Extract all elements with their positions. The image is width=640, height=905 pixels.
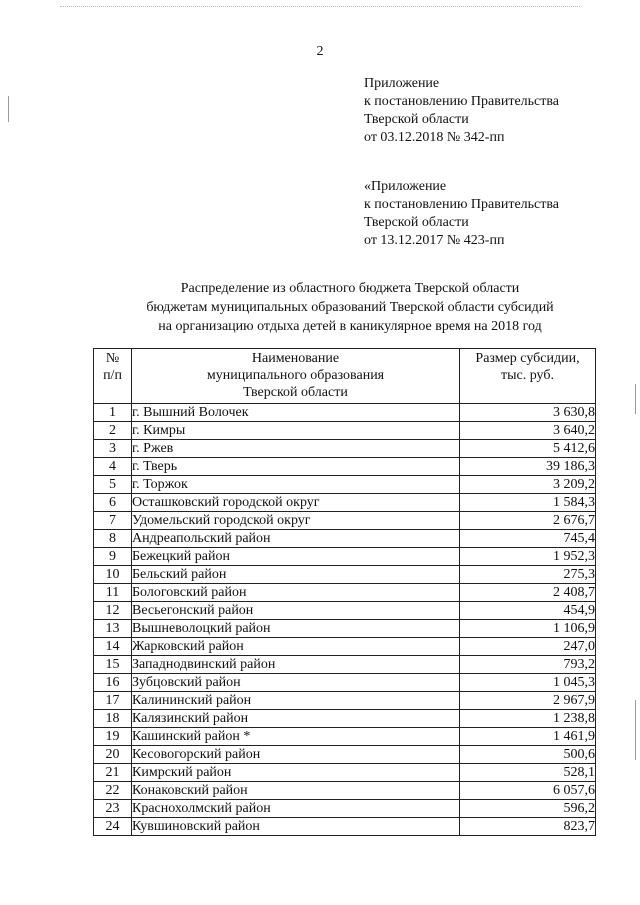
table-row [94,800,596,818]
municipality-name: Калязинский район [132,710,460,728]
appendix-line: Приложение [364,76,440,91]
table-row [94,422,596,440]
table-row [94,404,596,422]
row-number: 13 [94,620,132,638]
table-row [94,782,596,800]
municipality-name: Осташковский городской округ [132,494,460,512]
appendix-line: к постановлению Правительства [364,94,560,109]
appendix-line: от 13.12.2017 № 423-пп [364,233,505,248]
municipality-name: Вышневолоцкий район [132,620,460,638]
municipality-name: Кимрский район [132,764,460,782]
row-number: 12 [94,602,132,620]
appendix-previous-block [364,178,559,250]
row-number: 18 [94,710,132,728]
subsidy-amount: 247,0 [460,638,596,656]
municipality-name: Конаковский район [132,782,460,800]
subsidy-amount: 1 045,3 [460,674,596,692]
subsidy-amount: 1 461,9 [460,728,596,746]
table-row [94,548,596,566]
table-body [94,404,596,836]
municipality-name: Калининский район [132,692,460,710]
table-row [94,692,596,710]
subsidy-amount: 596,2 [460,800,596,818]
table-row [94,476,596,494]
subsidy-table [93,348,596,836]
table-row [94,584,596,602]
table-header-row [94,349,596,404]
municipality-name: Бологовский район [132,584,460,602]
table-row [94,458,596,476]
table-row [94,494,596,512]
scan-edge-mark [8,96,9,122]
table-row [94,656,596,674]
municipality-name: Кашинский район * [132,728,460,746]
header-value: Размер субсидии, тыс. руб. [460,349,596,404]
row-number: 22 [94,782,132,800]
title-line: Распределение из областного бюджета Тверской области [180,281,520,296]
row-number: 24 [94,818,132,836]
subsidy-amount: 1 106,9 [460,620,596,638]
table-row [94,638,596,656]
municipality-name: г. Кимры [132,422,460,440]
subsidy-amount: 528,1 [460,764,596,782]
subsidy-amount: 454,9 [460,602,596,620]
subsidy-amount: 3 630,8 [460,404,596,422]
table-row [94,620,596,638]
subsidy-amount: 3 640,2 [460,422,596,440]
page-number: 2 [316,44,324,59]
row-number: 23 [94,800,132,818]
subsidy-amount: 6 057,6 [460,782,596,800]
table-row [94,566,596,584]
subsidy-amount: 1 952,3 [460,548,596,566]
row-number: 6 [94,494,132,512]
subsidy-amount: 1 238,8 [460,710,596,728]
row-number: 16 [94,674,132,692]
title-line: бюджетам муниципальных образований Тверской области субсидий [146,300,554,315]
row-number: 8 [94,530,132,548]
municipality-name: Кувшиновский район [132,818,460,836]
subsidy-amount: 39 186,3 [460,458,596,476]
row-number: 4 [94,458,132,476]
municipality-name: Бежецкий район [132,548,460,566]
subsidy-amount: 3 209,2 [460,476,596,494]
appendix-line: Тверской области [364,215,469,230]
title-line: на организацию отдыха детей в каникулярное время на 2018 год [158,319,542,334]
table-row [94,602,596,620]
row-number: 20 [94,746,132,764]
table-row [94,764,596,782]
municipality-name: Жарковский район [132,638,460,656]
subsidy-amount: 1 584,3 [460,494,596,512]
table-row [94,674,596,692]
row-number: 17 [94,692,132,710]
subsidy-amount: 793,2 [460,656,596,674]
appendix-line: к постановлению Правительства [364,197,560,212]
table-row [94,440,596,458]
appendix-line: «Приложение [364,179,447,194]
appendix-current-block [364,75,559,147]
scan-artifact-line [60,6,580,7]
row-number: 1 [94,404,132,422]
municipality-name: г. Тверь [132,458,460,476]
table-row [94,512,596,530]
document-title [0,279,640,336]
municipality-name: Краснохолмский район [132,800,460,818]
row-number: 7 [94,512,132,530]
scan-edge-mark [635,384,636,414]
row-number: 21 [94,764,132,782]
municipality-name: Бельский район [132,566,460,584]
municipality-name: Кесовогорский район [132,746,460,764]
row-number: 19 [94,728,132,746]
subsidy-amount: 745,4 [460,530,596,548]
municipality-name: Западнодвинский район [132,656,460,674]
subsidy-amount: 2 967,9 [460,692,596,710]
appendix-line: Тверской области [364,112,469,127]
table-row [94,530,596,548]
table-row [94,728,596,746]
subsidy-amount: 275,3 [460,566,596,584]
row-number: 9 [94,548,132,566]
row-number: 10 [94,566,132,584]
subsidy-amount: 5 412,6 [460,440,596,458]
row-number: 5 [94,476,132,494]
header-num: № п/п [94,349,132,404]
subsidy-amount: 500,6 [460,746,596,764]
municipality-name: г. Вышний Волочек [132,404,460,422]
scan-edge-mark [635,700,636,760]
subsidy-amount: 823,7 [460,818,596,836]
row-number: 11 [94,584,132,602]
municipality-name: Зубцовский район [132,674,460,692]
municipality-name: Весьегонский район [132,602,460,620]
table-row [94,818,596,836]
header-name: Наименование муниципального образования Тверской области [132,349,460,404]
municipality-name: г. Ржев [132,440,460,458]
subsidy-amount: 2 676,7 [460,512,596,530]
table-row [94,746,596,764]
row-number: 14 [94,638,132,656]
municipality-name: Андреапольский район [132,530,460,548]
table-row [94,710,596,728]
subsidy-amount: 2 408,7 [460,584,596,602]
row-number: 2 [94,422,132,440]
municipality-name: г. Торжок [132,476,460,494]
row-number: 3 [94,440,132,458]
municipality-name: Удомельский городской округ [132,512,460,530]
appendix-line: от 03.12.2018 № 342-пп [364,130,505,145]
row-number: 15 [94,656,132,674]
